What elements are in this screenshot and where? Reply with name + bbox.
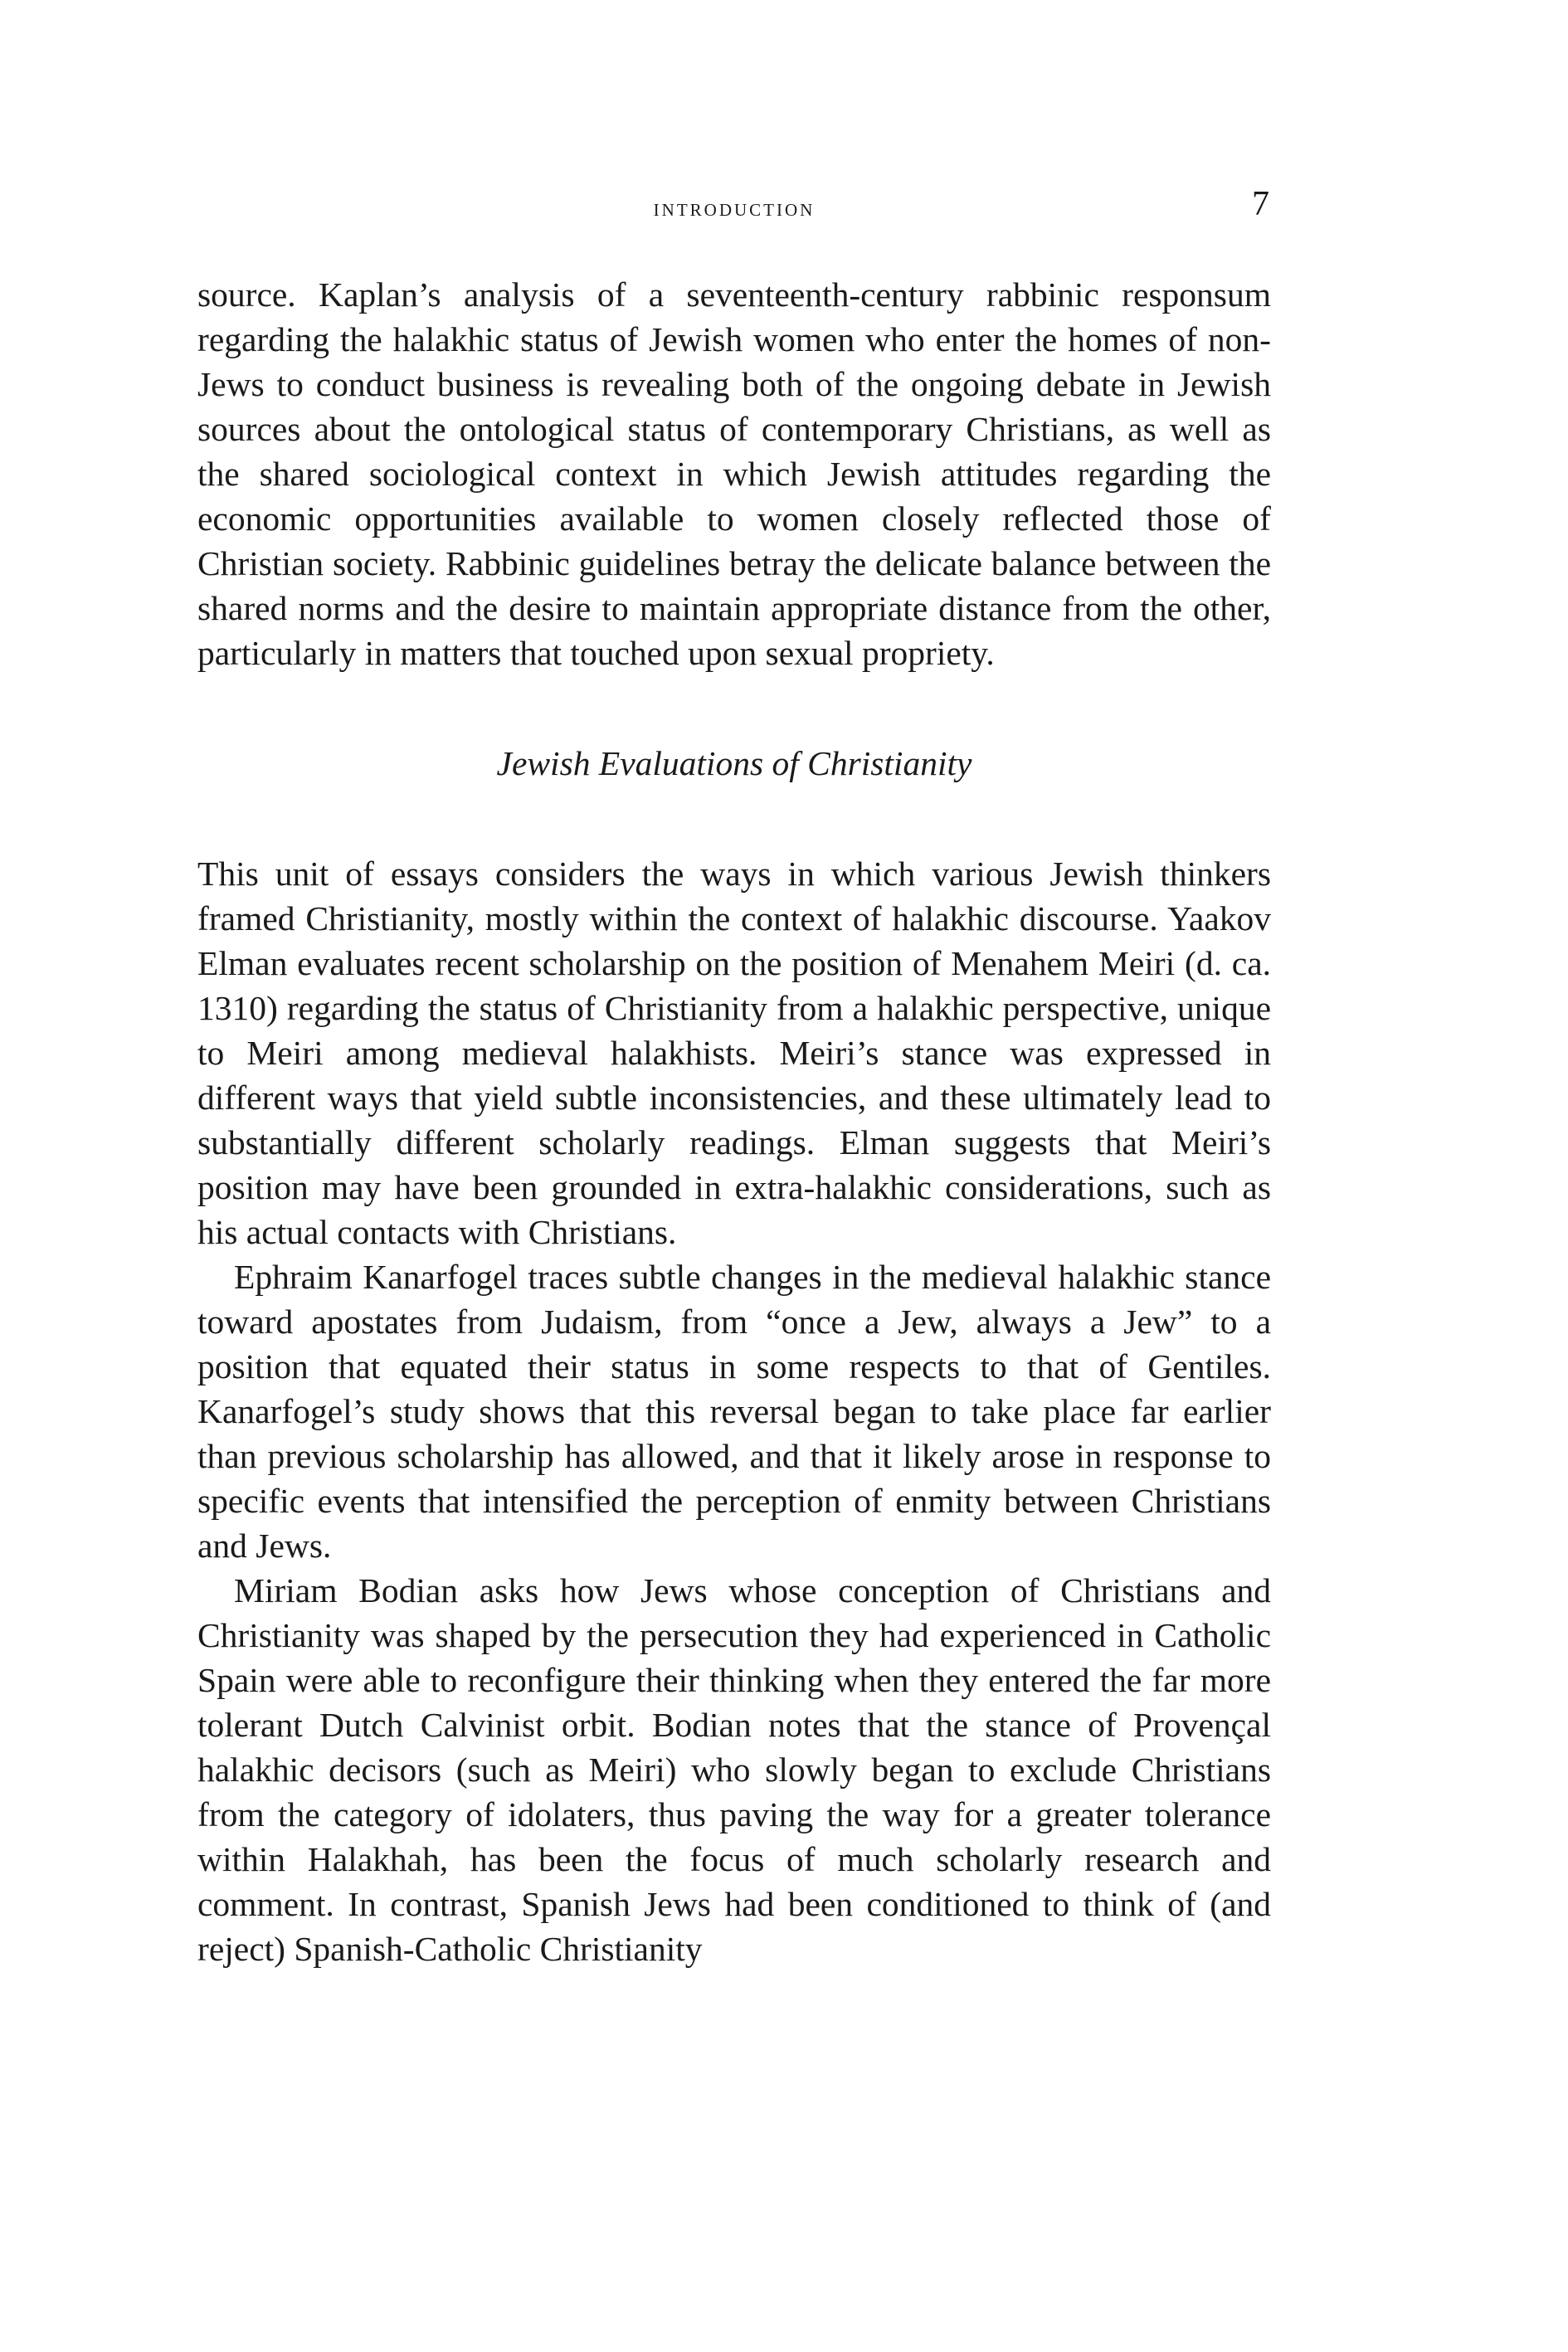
- paragraph-continued: source. Kaplan’s analysis of a seventeenth-century rabbinic responsum regarding the halakhic status of Jewish women who enter the homes of non-Jews to conduct business is revealing both of the ongoing debate in Jewish sources about the ontological status of contemporary Christians, as well as the shared sociological context in which Jewish attitudes regarding the economic opportunities available to women closely reflected those of Christian society. Rabbinic guidelines betray the delicate balance between the shared norms and the desire to maintain appropriate distance from the other, particularly in matters that touched upon sexual propriety.: [197, 275, 1271, 672]
- running-title: introduction: [653, 194, 816, 222]
- page-number: 7: [1252, 185, 1269, 223]
- section-heading: Jewish Evaluations of Christianity: [496, 744, 972, 782]
- paragraph-bodian: Miriam Bodian asks how Jews whose conception of Christians and Christianity was shaped by the persecution they had experienced in Catholic Spain were able to reconfigure their thinking when they entered the far more tolerant Dutch Calvinist orbit. Bodian notes that the stance of Provençal halakhic decisors (such as Meiri) who slowly began to exclude Christians from the category of idolaters, thus paving the way for a greater tolerance within Halakhah, has been the focus of much scholarly research and comment. In contrast, Spanish Jews had been conditioned to think of (and reject) Spanish-Catholic Christianity: [197, 1571, 1271, 1968]
- paragraph-unit-intro: This unit of essays considers the ways in which various Jewish thinkers framed Christianity, mostly within the context of halakhic discourse. Yaakov Elman evaluates recent scholarship on the position of Menahem Meiri (d. ca. 1310) regarding the status of Christianity from a halakhic perspective, unique to Meiri among medieval halakhists. Meiri’s stance was expressed in different ways that yield subtle inconsistencies, and these ultimately lead to substantially different scholarly readings. Elman suggests that Meiri’s position may have been grounded in extra-halakhic considerations, such as his actual contacts with Christians.: [197, 855, 1271, 1251]
- running-head: [197, 184, 1271, 234]
- body-text: [197, 272, 1271, 1971]
- paragraph-kanarfogel: Ephraim Kanarfogel traces subtle changes in the medieval halakhic stance toward apostates from Judaism, from “once a Jew, always a Jew” to a position that equated their status in some respects to that of Gentiles. Kanarfogel’s study shows that this reversal began to take place far earlier than previous scholarship has allowed, and that it likely arose in response to specific events that intensified the perception of enmity between Christians and Jews.: [197, 1258, 1271, 1565]
